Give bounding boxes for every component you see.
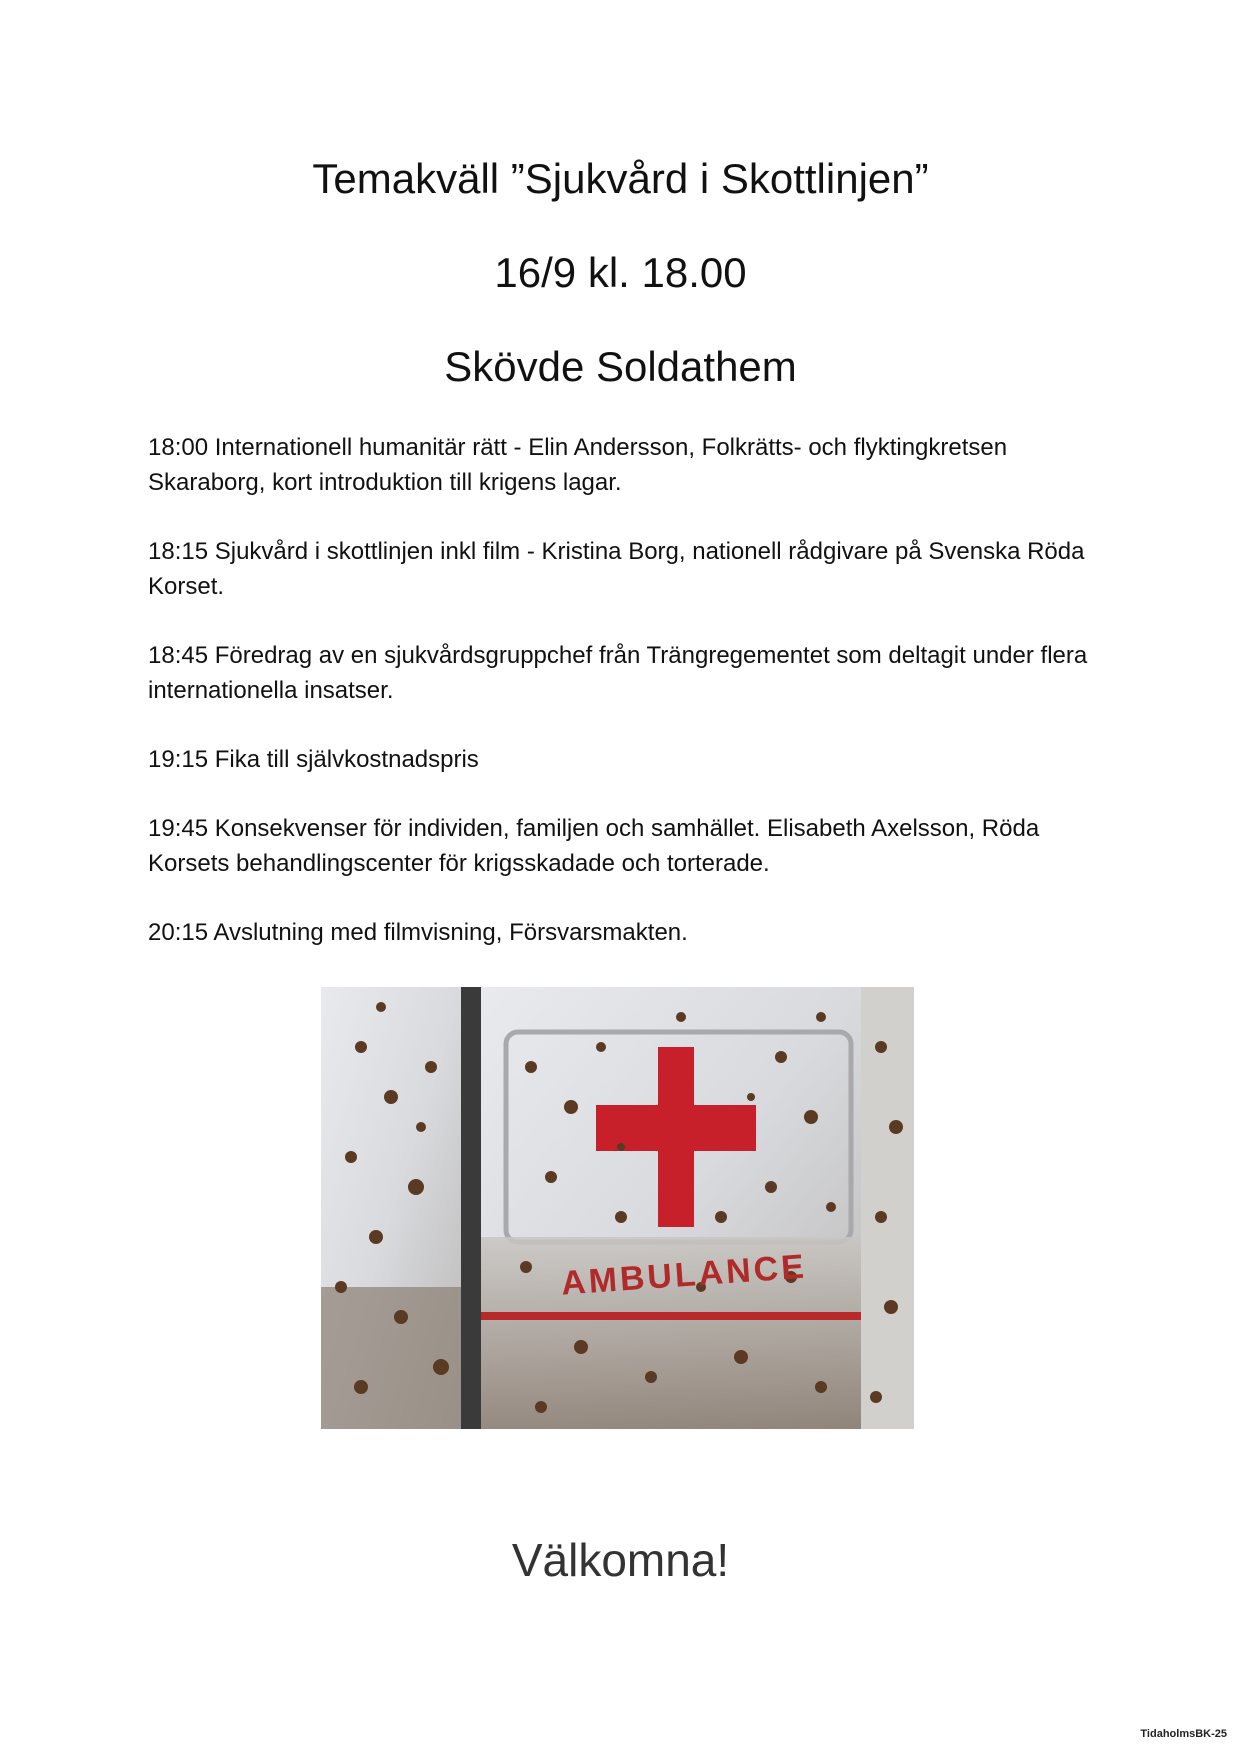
schedule-item: 20:15 Avslutning med filmvisning, Försvarsmakten. bbox=[148, 919, 688, 946]
schedule-list bbox=[148, 430, 1108, 984]
schedule-item: 19:15 Fika till självkostnadspris bbox=[148, 746, 479, 773]
welcome-text: Välkomna! bbox=[511, 1534, 730, 1586]
schedule-item: 18:15 Sjukvård i skottlinjen inkl film - Kristina Borg, nationell rådgivare på Svenska Röda Korset. bbox=[148, 538, 1085, 600]
event-title: Temakväll ”Sjukvård i Skottlinjen” bbox=[312, 155, 929, 202]
schedule-item: 19:45 Konsekvenser för individen, familjen och samhället. Elisabeth Axelsson, Röda Korsets behandlingscenter för krigsskadade och torterade. bbox=[148, 815, 1040, 877]
schedule-item: 18:00 Internationell humanitär rätt - Elin Andersson, Folkrätts- och flyktingkretsen Skaraborg, kort introduktion till krigens lagar. bbox=[148, 434, 1008, 496]
ambulance-photo bbox=[321, 987, 914, 1429]
event-datetime: 16/9 kl. 18.00 bbox=[494, 249, 747, 296]
footer-code: TidaholmsBK-25 bbox=[1140, 1728, 1227, 1740]
event-venue: Skövde Soldathem bbox=[444, 343, 797, 390]
schedule-item: 18:45 Föredrag av en sjukvårdsgruppchef från Trängregementet som deltagit under flera internationella insatser. bbox=[148, 642, 1088, 704]
ambulance-text: AMBULANCE bbox=[559, 1247, 809, 1303]
